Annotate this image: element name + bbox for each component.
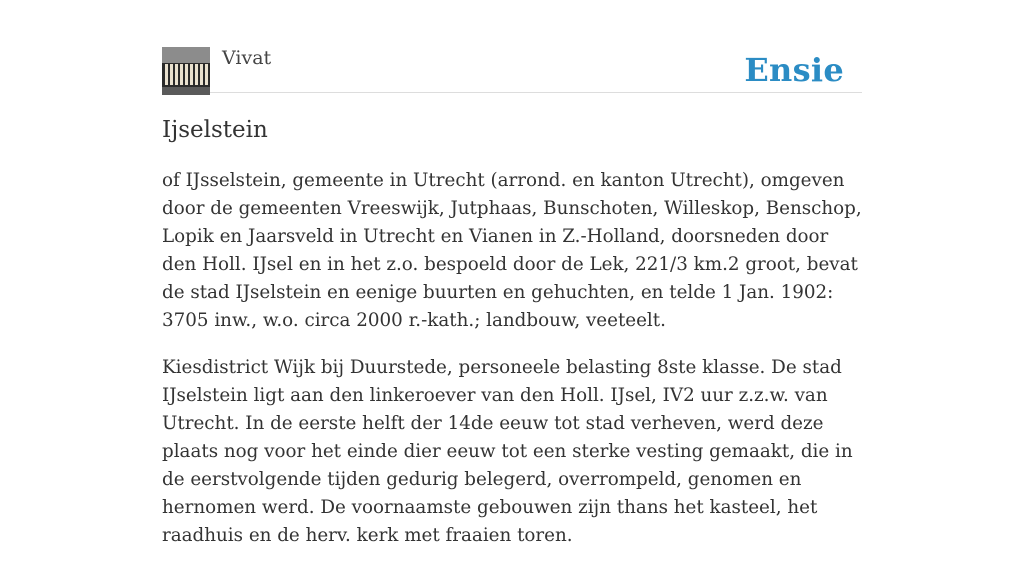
paragraph: of IJsselstein, gemeente in Utrecht (arrond. en kanton Utrecht), omgeven door de gemeenten Vreeswijk, Jutphaas, Bunschoten, Willeskop, Benschop, Lopik en Jaarsveld in Utrecht en Vianen in Z.-Holland, doorsneden door den Holl. IJsel en in het z.o. bespoeld door de Lek, 221/3 km.2 groot, bevat de stad IJselstein en eenige buurten en gehuchten, en telde 1 Jan. 1902: 3705 inw., w.o. circa 2000 r.-kath.; landbouw, veeteelt. — [162, 170, 862, 331]
article-title: Ijselstein — [162, 117, 268, 143]
article-body — [162, 167, 862, 550]
author-name[interactable]: Vivat — [222, 47, 272, 69]
avatar[interactable] — [162, 47, 210, 95]
paragraph: Kiesdistrict Wijk bij Duurstede, personeele belasting 8ste klasse. De stad IJselstein ligt aan den linkeroever van den Holl. IJsel, IV2 uur z.z.w. van Utrecht. In de eerste helft der 14de eeuw tot stad verheven, werd deze plaats nog voor het einde dier eeuw tot een sterke vesting gemaakt, die in de eerstvolgende tijden gedurig belegerd, overrompeld, genomen en hernomen werd. De voornaamste gebouwen zijn thans het kasteel, het raadhuis en de herv. kerk met fraaien toren. — [162, 357, 853, 546]
books-avatar-icon — [162, 47, 210, 95]
page-container — [162, 46, 862, 569]
header — [162, 46, 862, 93]
brand-logo[interactable]: Ensie — [744, 51, 844, 89]
